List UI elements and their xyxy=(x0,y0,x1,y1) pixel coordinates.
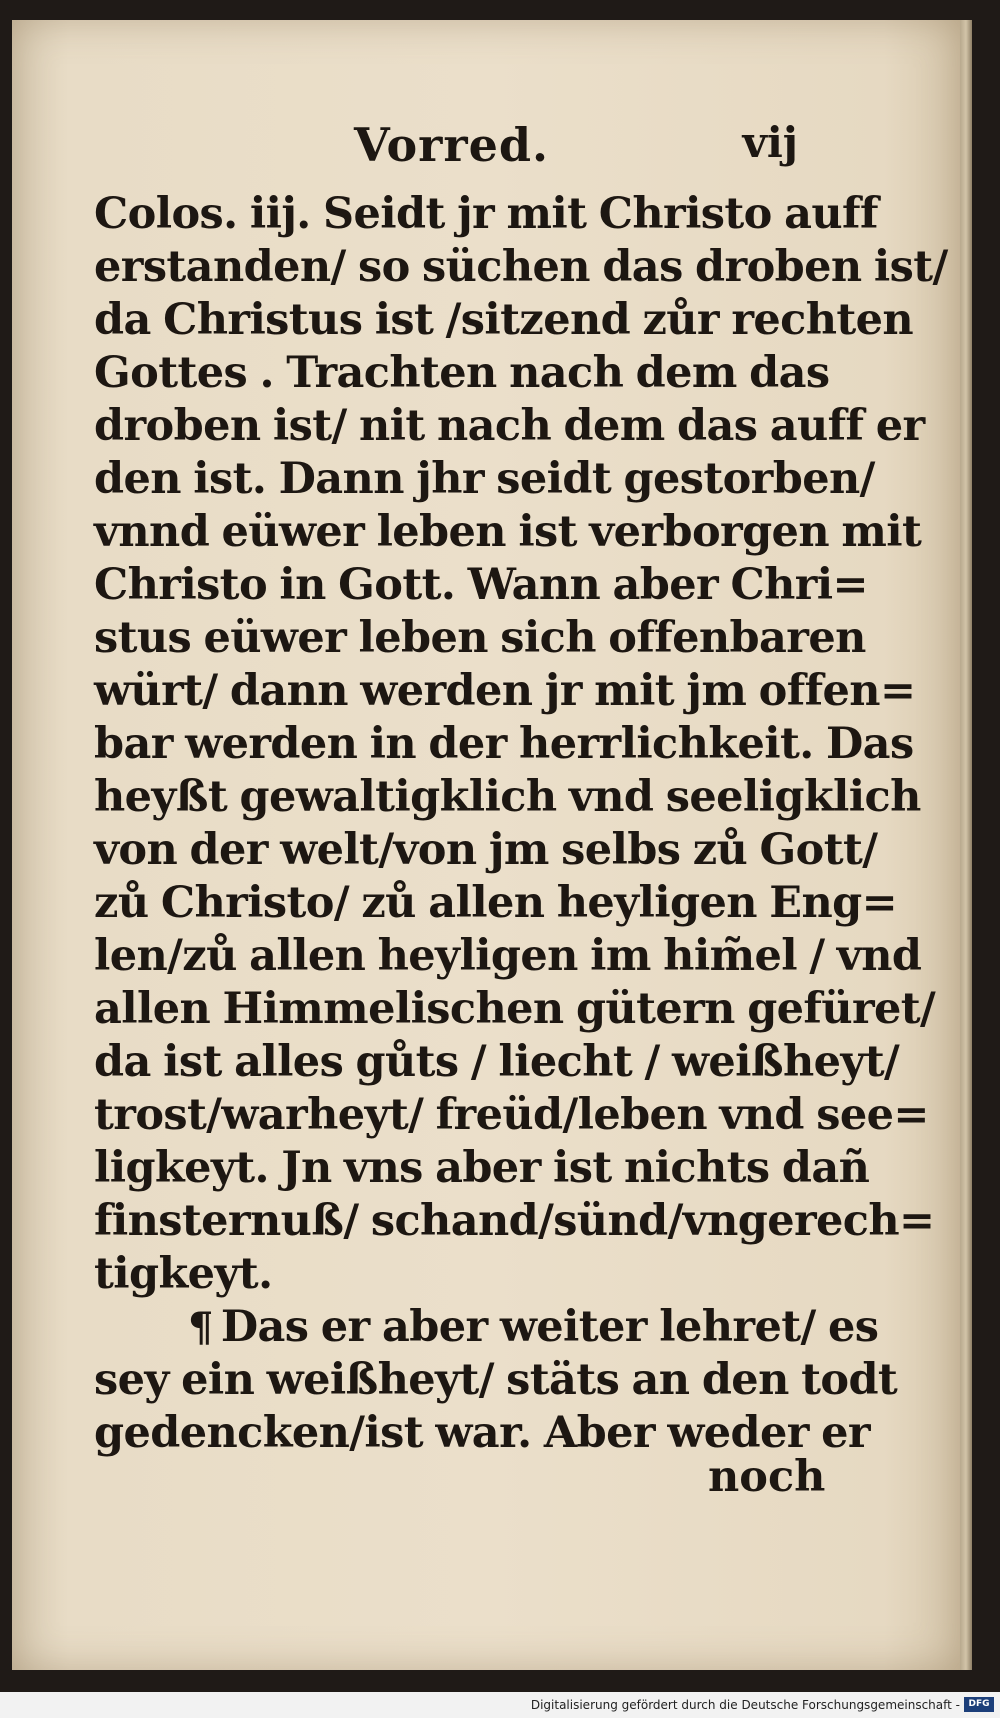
text-line: Christo in Gott. Wann aber Chri= xyxy=(94,560,868,610)
text-line: von der welt/von jm selbs zů Gott/ xyxy=(94,825,878,875)
text-line: tigkeyt. xyxy=(94,1249,273,1299)
text-line: heyßt gewaltigklich vnd seeligklich xyxy=(94,772,921,822)
text-line: da Christus ist /sitzend zůr rechten xyxy=(94,295,914,345)
text-line: sey ein weißheyt/ stäts an den todt xyxy=(94,1355,898,1405)
text-line: trost/warheyt/ freüd/leben vnd see= xyxy=(94,1090,929,1140)
text-line: droben ist/ nit nach dem das auff er xyxy=(94,401,925,451)
text-line: ligkeyt. Jn vns aber ist nichts dañ xyxy=(94,1143,870,1193)
folio-number: vij xyxy=(742,118,798,167)
book-page xyxy=(12,20,960,1670)
text-line: finsternuß/ schand/sünd/vngerech= xyxy=(94,1196,935,1246)
funding-credit: Digitalisierung gefördert durch die Deutsche Forschungsgemeinschaft - xyxy=(530,1698,960,1712)
text-line: da ist alles gůts / liecht / weißheyt/ xyxy=(94,1037,900,1087)
running-title: Vorred. xyxy=(354,118,550,172)
paragraph-first-line-text: Das er aber weiter lehret/ es xyxy=(220,1302,879,1352)
text-line: Gottes . Trachten nach dem das xyxy=(94,348,830,398)
catchword: noch xyxy=(708,1452,826,1502)
page-header xyxy=(98,118,798,178)
dfg-logo: DFG xyxy=(964,1697,994,1712)
text-line: würt/ dann werden jr mit jm offen= xyxy=(94,666,916,716)
text-line: gedencken/ist war. Aber weder er xyxy=(94,1408,870,1458)
text-line: bar werden in der herrlichkeit. Das xyxy=(94,719,914,769)
text-line: den ist. Dann jhr seidt gestorben/ xyxy=(94,454,875,504)
pilcrow-mark: ¶ xyxy=(188,1304,213,1351)
paragraph-start-line xyxy=(94,1301,879,1354)
text-line: stus eüwer leben sich offenbaren xyxy=(94,613,866,663)
text-line: zů Christo/ zů allen heyligen Eng= xyxy=(94,878,897,928)
text-line: erstanden/ so süchen das droben ist/ xyxy=(94,242,948,292)
text-line: vnnd eüwer leben ist verborgen mit xyxy=(94,507,922,557)
text-line: len/zů allen heyligen im him̃el / vnd xyxy=(94,931,922,981)
digitization-footer xyxy=(0,1692,1000,1718)
text-line: Colos. iij. Seidt jr mit Christo auff xyxy=(94,189,878,239)
page-edge xyxy=(960,20,972,1670)
main-text xyxy=(94,188,948,1460)
text-line: allen Himmelischen gütern gefüret/ xyxy=(94,984,936,1034)
